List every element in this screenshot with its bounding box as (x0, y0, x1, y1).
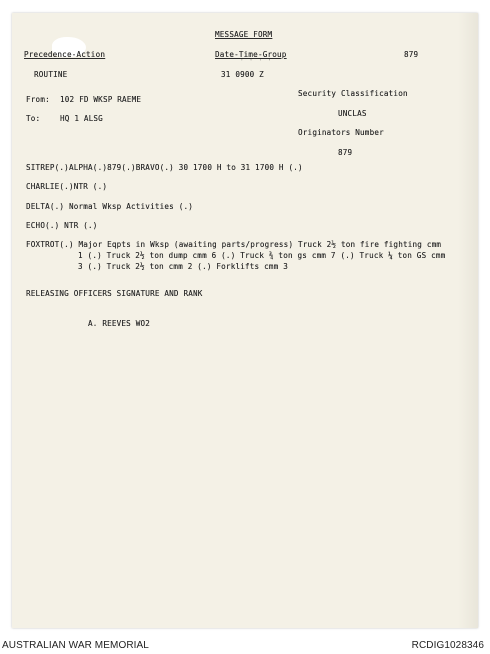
charlie-line: CHARLIE(.)NTR (.) (26, 182, 108, 191)
precedence-value: ROUTINE (34, 70, 68, 79)
foxtrot-line-2: 1 (.) Truck 2½ ton dump cmm 6 (.) Truck ¾ ton gs cmm 7 (.) Truck ¼ ton GS cmm (78, 251, 446, 260)
to-value: HQ 1 ALSG (60, 114, 103, 123)
dtg-value: 31 0900 Z (221, 70, 264, 79)
dtg-marks: ˙ ˙ ˙ ˙ (240, 59, 273, 66)
message-form-sheet (12, 13, 478, 628)
precedence-label: Precedence-Action (24, 50, 106, 59)
originators-value: 879 (338, 148, 353, 157)
foxtrot-line-3: 3 (.) Truck 2½ ton cmm 2 (.) Forklifts cmm 3 (78, 262, 288, 271)
form-title: MESSAGE FORM (215, 30, 273, 39)
to-label: To: (26, 114, 41, 123)
signature-name: A. REEVES WO2 (88, 319, 151, 328)
foxtrot-line-1: FOXTROT(.) Major Eqpts in Wksp (awaiting parts/progress) Truck 2½ ton fire fighting cmm (26, 240, 442, 249)
from-label: From: (26, 95, 50, 104)
security-label: Security Classification (298, 89, 408, 98)
originators-label: Originators Number (298, 128, 384, 137)
sitrep-line: SITREP(.)ALPHA(.)879(.)BRAVO(.) 30 1700 H to 31 1700 H (.) (26, 163, 303, 172)
footer-source: AUSTRALIAN WAR MEMORIAL (2, 640, 149, 651)
form-number: 879 (404, 50, 419, 59)
from-value: 102 FD WKSP RAEME (60, 95, 142, 104)
delta-line: DELTA(.) Normal Wksp Activities (.) (26, 202, 194, 211)
security-value: UNCLAS (338, 109, 367, 118)
signature-label: RELEASING OFFICERS SIGNATURE AND RANK (26, 289, 203, 298)
echo-line: ECHO(.) NTR (.) (26, 221, 98, 230)
dtg-label: Date-Time-Group (215, 50, 287, 59)
footer-record-id: RCDIG1028346 (411, 640, 484, 651)
